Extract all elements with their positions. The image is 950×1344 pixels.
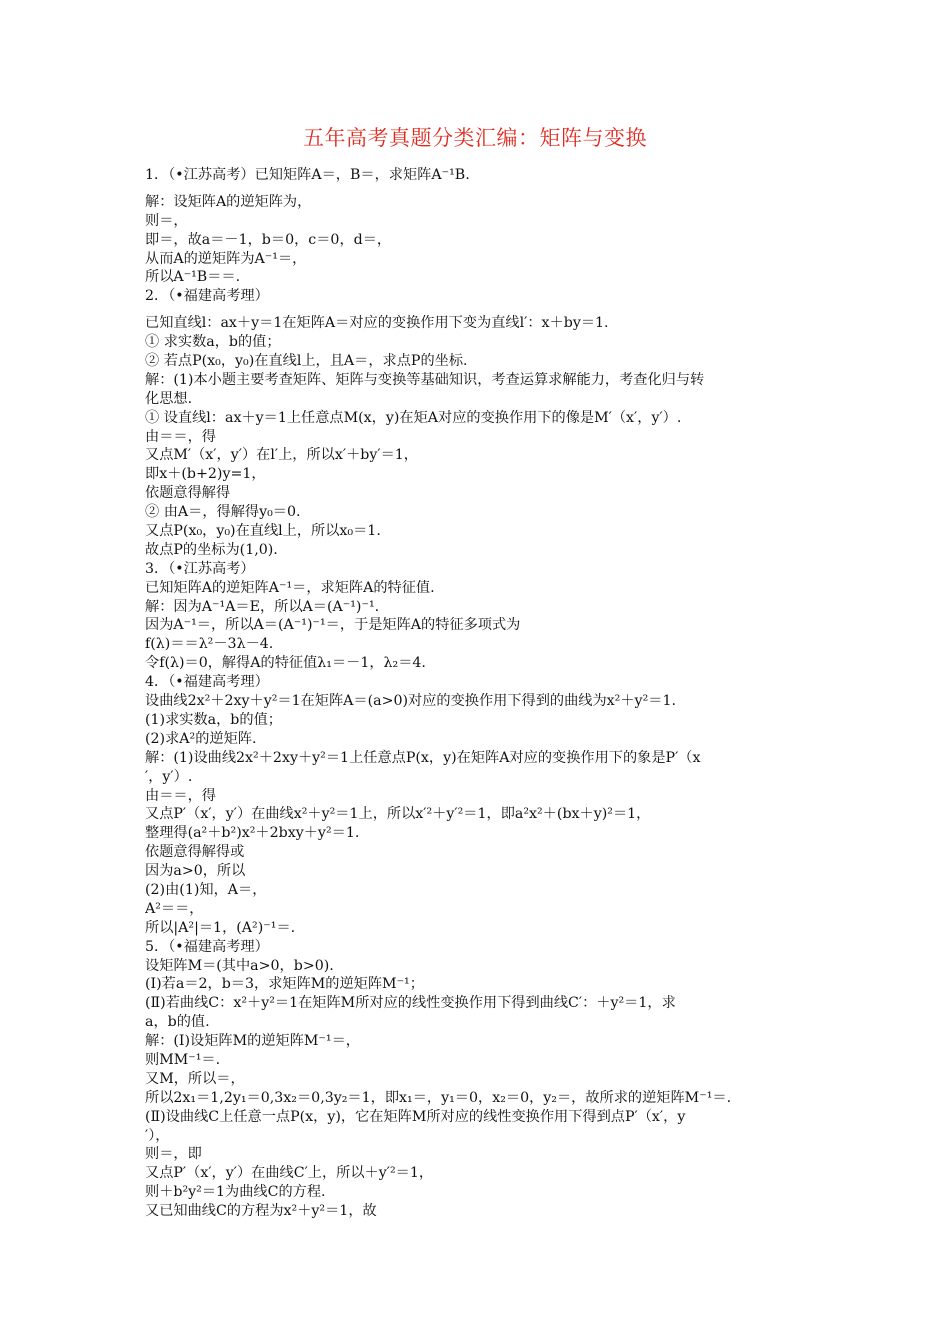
text-line: 则＝， (145, 212, 188, 229)
text-line: ② 由A＝，得解得y₀＝0. (145, 504, 301, 521)
text-line: 又已知曲线C的方程为x²＋y²＝1，故 (145, 1203, 377, 1220)
text-line: 由＝＝，得 (145, 428, 216, 445)
text-line: 则＝，即 (145, 1146, 202, 1163)
text-line: 故点P的坐标为(1,0). (145, 541, 278, 558)
text-line: 又点P′（x′，y′）在曲线x²＋y²＝1上，所以x′²＋y′²＝1，即a²x²＋(bx＋y)²＝1， (145, 806, 651, 823)
document-title: 五年高考真题分类汇编：矩阵与变换 (303, 126, 647, 150)
text-line: 依题意得解得 (145, 485, 231, 502)
text-line: 1．（•江苏高考）已知矩阵A＝，B＝，求矩阵A⁻¹B. (145, 167, 470, 183)
text-line: 设曲线2x²＋2xy＋y²＝1在矩阵A＝(a>0)对应的变换作用下得到的曲线为x²＋y²＝1. (145, 693, 676, 710)
text-line: 又点M′（x′，y′）在l′上，所以x′＋by′＝1， (145, 447, 418, 464)
text-line: 令f(λ)＝0，解得A的特征值λ₁＝－1，λ₂＝4. (145, 655, 426, 672)
text-line: 解：因为A⁻¹A＝E，所以A＝(A⁻¹)⁻¹. (145, 598, 380, 615)
text-line: a，b的值. (145, 1014, 210, 1031)
text-line: 所以A⁻¹B＝＝. (145, 269, 241, 286)
text-line: 即＝，故a＝－1，b＝0，c＝0，d＝， (145, 231, 392, 248)
text-line: A²＝＝， (145, 900, 204, 917)
text-line: 解：(Ⅰ)设矩阵M的逆矩阵M⁻¹＝， (145, 1033, 360, 1050)
text-line: (Ⅱ)设曲线C上任意一点P(x，y)，它在矩阵M所对应的线性变换作用下得到点P′（x′，y (145, 1108, 686, 1125)
text-line: f(λ)＝＝λ²－3λ－4. (145, 636, 274, 653)
text-line: 又点P(x₀，y₀)在直线l上，所以x₀＝1. (145, 523, 381, 540)
text-line: 化思想. (145, 390, 193, 407)
text-line: 设矩阵M＝(其中a>0，b>0). (145, 957, 334, 974)
text-line: 整理得(a²＋b²)x²＋2bxy＋y²＝1. (145, 825, 360, 842)
text-line: 因为A⁻¹＝，所以A＝(A⁻¹)⁻¹＝，于是矩阵A的特征多项式为 (145, 617, 521, 634)
text-line: (Ⅰ)若a＝2，b＝3，求矩阵M的逆矩阵M⁻¹； (145, 976, 424, 993)
text-line: ① 设直线l：ax＋y＝1上任意点M(x，y)在矩A对应的变换作用下的像是M′（x′，y′）. (145, 409, 682, 426)
blank-line (145, 185, 813, 193)
text-line: 4．（•福建高考理） (145, 674, 269, 691)
text-line: 解：(1)本小题主要考查矩阵、矩阵与变换等基础知识，考查运算求解能力，考查化归与转 (145, 371, 705, 388)
blank-line (145, 306, 813, 314)
text-line: 所以2x₁＝1,2y₁＝0,3x₂＝0,3y₂＝1，即x₁＝，y₁＝0，x₂＝0，y₂＝，故所求的逆矩阵M⁻¹＝. (145, 1089, 732, 1106)
text-line: 解：(1)设曲线2x²＋2xy＋y²＝1上任意点P(x，y)在矩阵A对应的变换作用下的象是P′（x (145, 749, 701, 766)
text-line: ① 求实数a，b的值； (145, 334, 281, 351)
text-line: (1)求实数a，b的值； (145, 711, 282, 728)
text-line: 又M，所以＝， (145, 1070, 245, 1087)
text-line: 2．（•福建高考理） (145, 288, 269, 305)
text-line: 从而A的逆矩阵为A⁻¹＝， (145, 250, 307, 267)
text-line: 由＝＝，得 (145, 787, 216, 804)
text-line: 又点P′（x′，y′）在曲线C′上，所以＋y′²＝1， (145, 1165, 434, 1182)
text-line: 因为a>0，所以 (145, 863, 246, 880)
text-line: 则＋b²y²＝1为曲线C的方程. (145, 1184, 326, 1201)
text-line: 已知矩阵A的逆矩阵A⁻¹＝，求矩阵A的特征值. (145, 579, 435, 596)
document-body (145, 166, 813, 1221)
text-line: 所以|A²|＝1，(A²)⁻¹＝. (145, 919, 296, 936)
text-line: (Ⅱ)若曲线C：x²＋y²＝1在矩阵M所对应的线性变换作用下得到曲线C′：＋y²＝1，求 (145, 995, 676, 1012)
text-line: ② 若点P(x₀，y₀)在直线l上，且A＝，求点P的坐标. (145, 353, 468, 370)
text-line: 即x＋(b+2)y=1， (145, 466, 266, 483)
text-line: 已知直线l：ax＋y＝1在矩阵A＝对应的变换作用下变为直线l′：x＋by＝1. (145, 315, 609, 332)
text-line: 解：设矩阵A的逆矩阵为， (145, 193, 312, 210)
text-line: (2)由(1)知，A＝， (145, 881, 267, 898)
text-line: 5．（•福建高考理） (145, 938, 269, 955)
text-line: 依题意得解得或 (145, 844, 245, 861)
text-line: 3．（•江苏高考） (145, 560, 255, 577)
text-line: ′）， (145, 1127, 170, 1144)
text-line: 则MM⁻¹＝. (145, 1051, 221, 1068)
text-line: (2)求A²的逆矩阵. (145, 730, 257, 747)
text-line: ′，y′）. (145, 768, 193, 785)
